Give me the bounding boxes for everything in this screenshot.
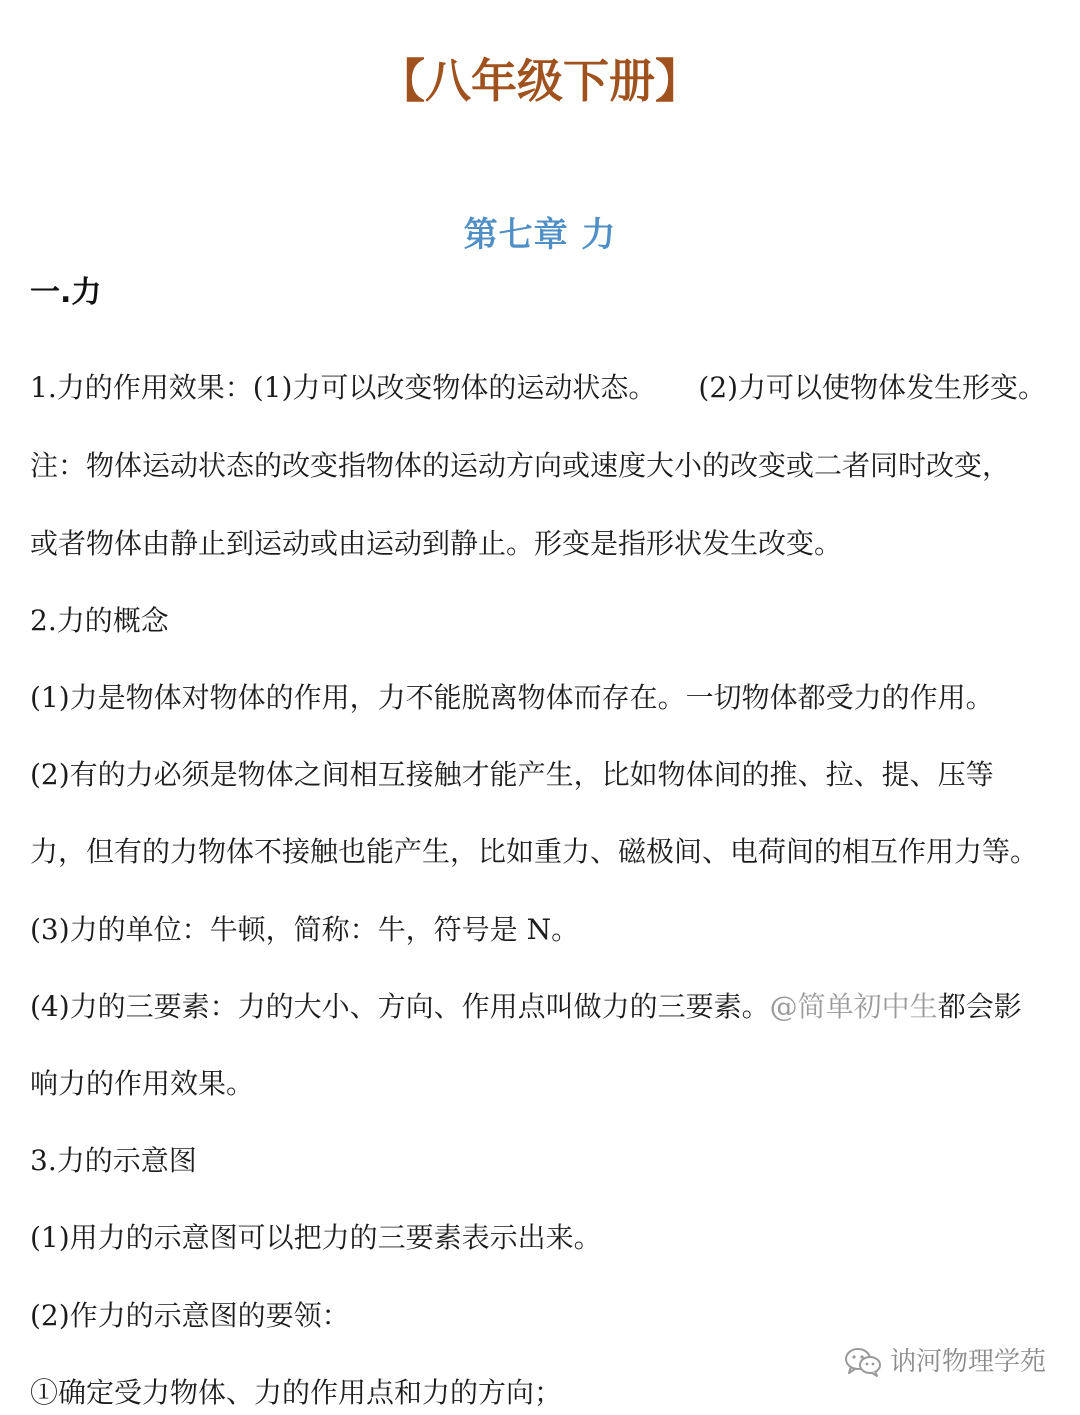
wechat-icon: [844, 1346, 882, 1378]
page-title: 【八年级下册】: [379, 54, 701, 108]
effect-text: 1.力的作用效果：(1)力可以改变物体的运动状态。: [30, 371, 657, 404]
paragraph-line: (1)用力的示意图可以把力的三要素表示出来。: [30, 1221, 602, 1254]
paragraph-line: 2.力的概念: [30, 604, 169, 637]
three-elements-text: (4)力的三要素：力的大小、方向、作用点叫做力的三要素。: [30, 990, 770, 1023]
watermark-text: 讷河物理学苑: [889, 1347, 1046, 1377]
paragraph-line: 3.力的示意图: [30, 1144, 197, 1177]
three-elements-text-tail: 都会影: [937, 990, 1022, 1023]
paragraph-line: (1)力是物体对物体的作用，力不能脱离物体而存在。一切物体都受力的作用。: [30, 681, 994, 714]
paragraph-line: (2)有的力必须是物体之间相互接触才能产生，比如物体间的推、拉、提、压等: [30, 758, 994, 791]
paragraph-line: ①确定受力物体、力的作用点和力的方向；: [30, 1376, 563, 1409]
author-handle: @简单初中生: [769, 990, 938, 1023]
effect-text-2: (2)力可以使物体发生形变。: [698, 371, 1047, 404]
chapter-title: 第七章 力: [463, 215, 617, 255]
paragraph-line: (3)力的单位：牛顿，简称：牛，符号是 N。: [30, 913, 580, 946]
paragraph-line: 或者物体由静止到运动或由运动到静止。形变是指形状发生改变。: [30, 527, 843, 560]
paragraph-line: 力，但有的力物体不接触也能产生，比如重力、磁极间、电荷间的相互作用力等。: [30, 835, 1039, 868]
watermark: [844, 1342, 1046, 1382]
paragraph-line: [30, 366, 1065, 410]
paragraph-line: (2)作力的示意图的要领：: [30, 1299, 350, 1332]
paragraph-line: 响力的作用效果。: [30, 1067, 255, 1100]
paragraph-line: [30, 985, 1065, 1029]
paragraph-line: 注：物体运动状态的改变指物体的运动方向或速度大小的改变或二者同时改变，: [30, 449, 1011, 482]
section-title: 一.力: [30, 275, 102, 310]
